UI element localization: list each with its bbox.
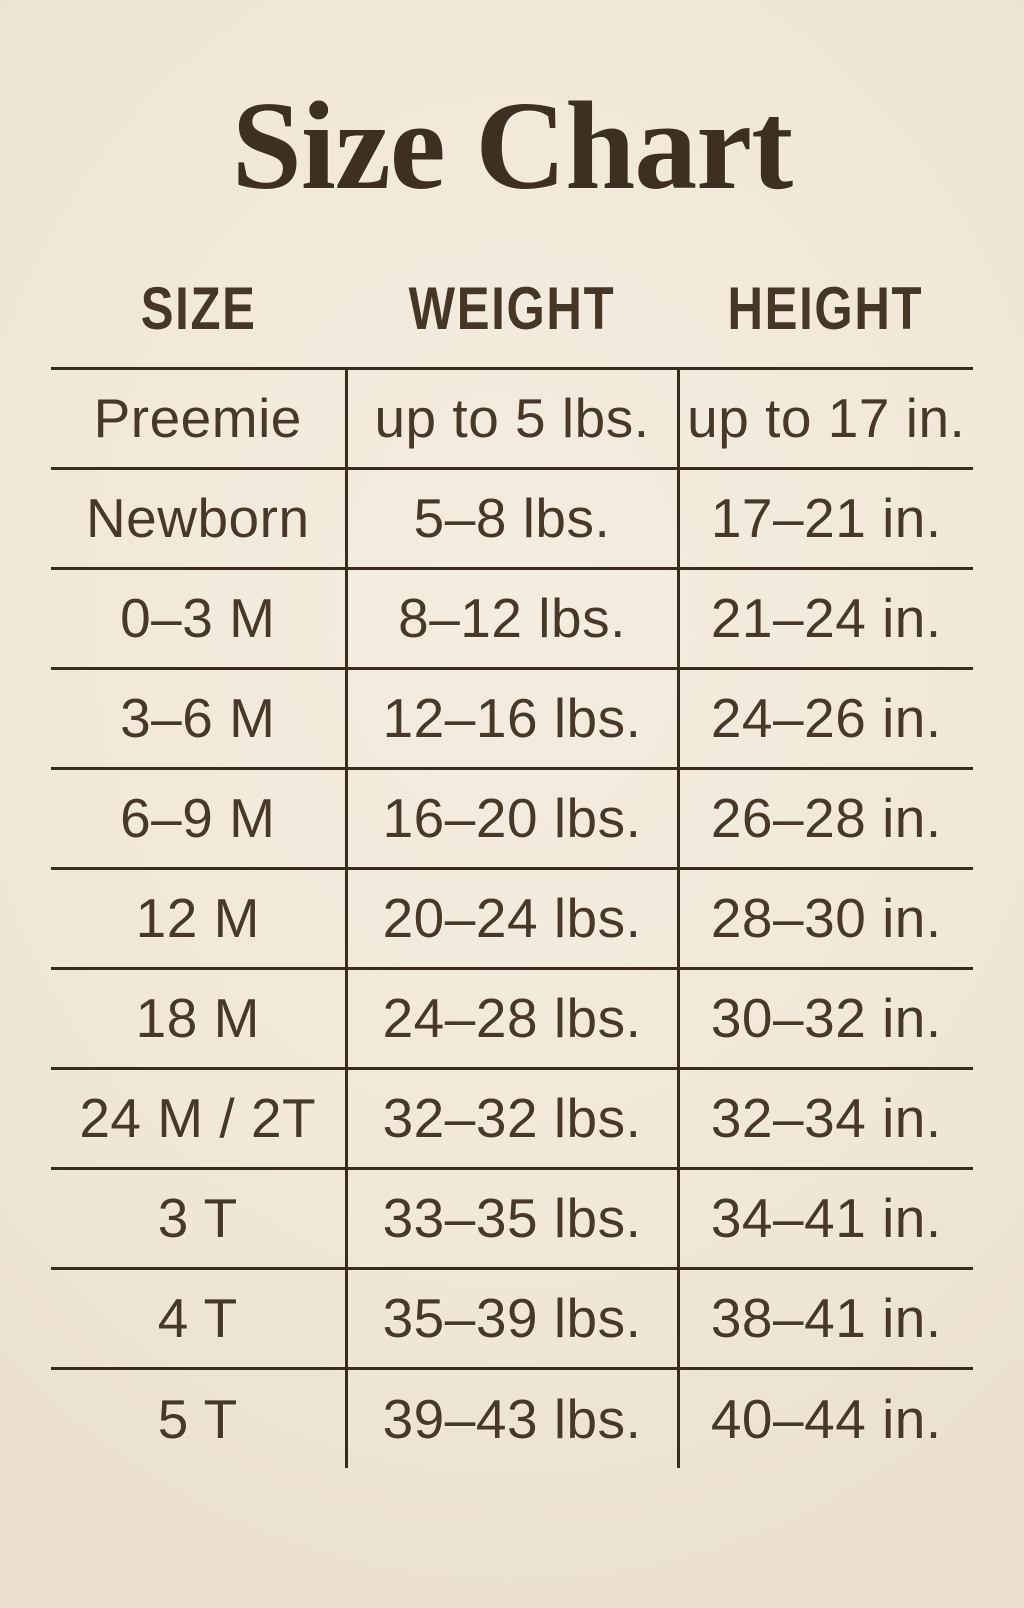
height-cell: 30–32 in. [678, 968, 973, 1068]
weight-cell: 16–20 lbs. [346, 768, 678, 868]
weight-cell: 39–43 lbs. [346, 1368, 678, 1468]
size-table [51, 222, 973, 1468]
size-cell: 12 M [51, 868, 346, 968]
weight-cell: 24–28 lbs. [346, 968, 678, 1068]
table-row [51, 468, 973, 568]
size-cell: 3–6 M [51, 668, 346, 768]
table-row [51, 1168, 973, 1268]
size-table-body [51, 368, 973, 1468]
weight-cell: 20–24 lbs. [346, 868, 678, 968]
col-header-weight-label: WEIGHT [408, 274, 616, 342]
weight-cell: 8–12 lbs. [346, 568, 678, 668]
weight-cell: 33–35 lbs. [346, 1168, 678, 1268]
size-cell: 18 M [51, 968, 346, 1068]
size-cell: Newborn [51, 468, 346, 568]
weight-cell: 5–8 lbs. [346, 468, 678, 568]
height-cell: 17–21 in. [678, 468, 973, 568]
height-cell: 21–24 in. [678, 568, 973, 668]
table-row [51, 368, 973, 468]
col-header-height-label: HEIGHT [727, 274, 924, 342]
size-cell: Preemie [51, 368, 346, 468]
table-row [51, 668, 973, 768]
weight-cell: 32–32 lbs. [346, 1068, 678, 1168]
col-header-height [678, 222, 973, 368]
table-row [51, 1268, 973, 1368]
col-header-weight [346, 222, 678, 368]
table-row [51, 568, 973, 668]
height-cell: 28–30 in. [678, 868, 973, 968]
weight-cell: 35–39 lbs. [346, 1268, 678, 1368]
col-header-size [51, 222, 346, 368]
page-title: Size Chart [231, 77, 793, 216]
size-cell: 3 T [51, 1168, 346, 1268]
size-cell: 24 M / 2T [51, 1068, 346, 1168]
table-row [51, 768, 973, 868]
height-cell: 40–44 in. [678, 1368, 973, 1468]
height-cell: 26–28 in. [678, 768, 973, 868]
height-cell: 34–41 in. [678, 1168, 973, 1268]
table-row [51, 968, 973, 1068]
height-cell: up to 17 in. [678, 368, 973, 468]
weight-cell: 12–16 lbs. [346, 668, 678, 768]
table-row [51, 1368, 973, 1468]
table-row [51, 868, 973, 968]
size-table-header [51, 222, 973, 368]
height-cell: 38–41 in. [678, 1268, 973, 1368]
size-cell: 0–3 M [51, 568, 346, 668]
height-cell: 32–34 in. [678, 1068, 973, 1168]
table-row [51, 1068, 973, 1168]
size-cell: 5 T [157, 1387, 238, 1450]
weight-cell: up to 5 lbs. [346, 368, 678, 468]
size-cell: 6–9 M [51, 768, 346, 868]
col-header-size-label: SIZE [140, 274, 257, 342]
header-row [51, 222, 973, 368]
height-cell: 24–26 in. [678, 668, 973, 768]
size-cell: 4 T [51, 1268, 346, 1368]
size-chart-page [0, 72, 1024, 1468]
